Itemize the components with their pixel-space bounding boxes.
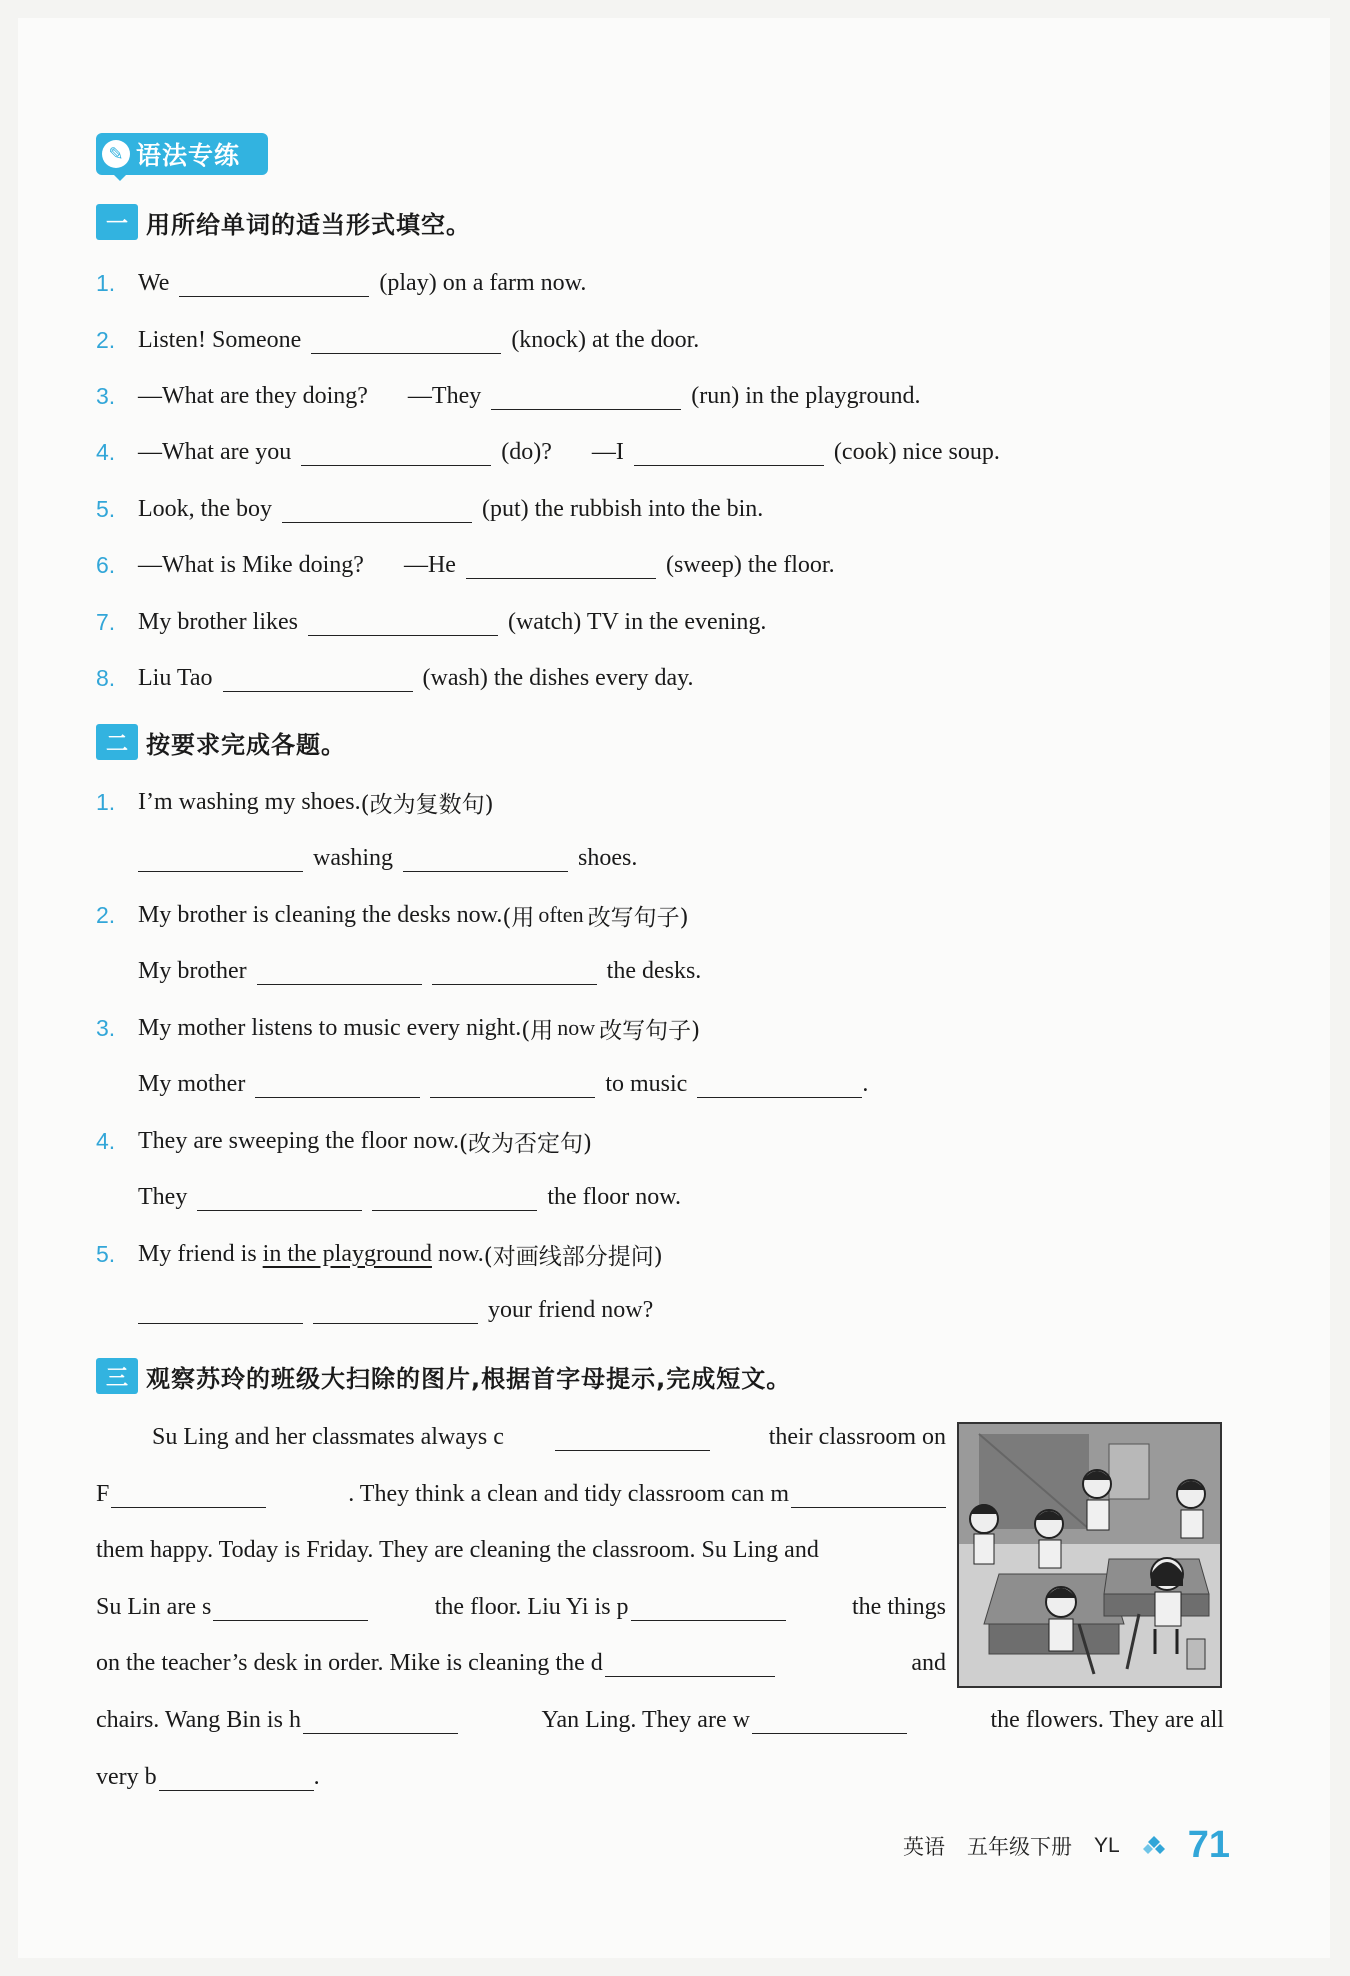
passage-text: Su Ling and her classmates always c [152, 1423, 504, 1450]
answer-blank[interactable] [432, 958, 597, 985]
passage-text: the things [852, 1593, 946, 1620]
answer-blank[interactable] [138, 845, 303, 872]
answer-blank[interactable] [466, 552, 656, 579]
passage-text: Yan Ling. They are w [541, 1706, 750, 1733]
passage-line [96, 1587, 946, 1627]
exercise-item [96, 1008, 700, 1048]
footer-edition: YL [1094, 1833, 1120, 1857]
answer-line [138, 1177, 681, 1217]
answer-blank[interactable] [491, 383, 681, 410]
item-hint: 改写句子) [599, 1017, 701, 1044]
answer-blank[interactable] [159, 1764, 314, 1791]
item-text: (sweep) the floor. [665, 551, 835, 578]
passage-text: the floor. Liu Yi is p [434, 1593, 629, 1620]
answer-blank[interactable] [634, 439, 824, 466]
item-number: 5. [96, 1240, 116, 1267]
item-text: Listen! Someone [138, 326, 302, 353]
section-badge: 三 [96, 1358, 138, 1394]
item-text: (play) on a farm now. [379, 269, 587, 296]
item-number: 4. [96, 1127, 116, 1154]
passage-text: their classroom on [768, 1423, 946, 1450]
answer-text: the desks. [606, 957, 702, 984]
item-text: We [138, 269, 170, 296]
item-number: 3. [96, 1014, 116, 1041]
item-hint: (改为否定句) [459, 1130, 592, 1157]
classroom-scene [959, 1424, 1220, 1686]
passage-line [96, 1530, 946, 1570]
footer-grade: 五年级下册 [967, 1834, 1073, 1859]
answer-text: . [862, 1070, 869, 1097]
item-question: My mother listens to music every night. [138, 1014, 522, 1041]
item-hint: (用 [502, 904, 535, 931]
passage-line [96, 1474, 946, 1514]
passage-text: very b [96, 1763, 157, 1790]
exercise-item [96, 602, 766, 642]
answer-blank[interactable] [223, 665, 413, 692]
passage-text: the flowers. They are all [990, 1706, 1224, 1733]
answer-line [138, 838, 637, 878]
item-hint: (改为复数句) [360, 791, 494, 818]
answer-blank[interactable] [111, 1481, 266, 1508]
item-text: (run) in the playground. [691, 382, 921, 409]
item-question: They are sweeping the floor now. [138, 1127, 459, 1154]
answer-text: to music [605, 1070, 688, 1097]
exercise-item [96, 263, 586, 303]
item-hint: (对画线部分提问) [483, 1243, 663, 1270]
exercise-item [96, 1234, 663, 1274]
footer-subject: 英语 [903, 1834, 946, 1859]
item-hint: 改写句子) [587, 904, 689, 931]
item-question: now. [437, 1240, 484, 1267]
hint-word: now [557, 1015, 596, 1040]
passage-line [96, 1700, 1224, 1740]
answer-blank[interactable] [138, 1297, 303, 1324]
item-text: —He [403, 551, 456, 578]
item-text: (cook) nice soup. [833, 438, 1000, 465]
answer-text: your friend now? [488, 1296, 654, 1323]
exercise-item [96, 782, 494, 822]
item-text: —What are you [138, 438, 292, 465]
section-badge: 二 [96, 724, 138, 760]
exercise-item [96, 320, 699, 360]
answer-blank[interactable] [179, 270, 369, 297]
answer-blank[interactable] [255, 1071, 420, 1098]
item-text: (knock) at the door. [511, 326, 700, 353]
item-text: (wash) the dishes every day. [422, 664, 694, 691]
answer-text: My brother [138, 957, 247, 984]
answer-blank[interactable] [197, 1184, 362, 1211]
item-number: 1. [96, 788, 116, 815]
section-title: 按要求完成各题。 [146, 730, 346, 759]
answer-blank[interactable] [213, 1594, 368, 1621]
passage-text: Su Lin are s [96, 1593, 212, 1620]
item-text: (watch) TV in the evening. [507, 608, 767, 635]
item-question: My brother is cleaning the desks now. [138, 901, 503, 928]
answer-blank[interactable] [555, 1424, 710, 1451]
answer-blank[interactable] [313, 1297, 478, 1324]
passage-text: them happy. Today is Friday. They are cleaning the classroom. Su Ling and [96, 1536, 819, 1563]
answer-blank[interactable] [308, 609, 498, 636]
item-number: 4. [96, 438, 116, 465]
passage-line [96, 1757, 320, 1797]
answer-text: They [138, 1183, 188, 1210]
passage-line [96, 1643, 946, 1683]
item-number: 1. [96, 269, 116, 296]
answer-line [138, 1290, 653, 1330]
answer-blank[interactable] [631, 1594, 786, 1621]
item-number: 3. [96, 382, 116, 409]
exercise-item [96, 1121, 592, 1161]
answer-line [138, 1064, 868, 1104]
answer-blank[interactable] [430, 1071, 595, 1098]
passage-text: . They think a clean and tidy classroom can m [348, 1480, 789, 1507]
answer-blank[interactable] [303, 1707, 458, 1734]
diamond-icon [1142, 1834, 1166, 1858]
item-number: 2. [96, 901, 116, 928]
page-number: 71 [1187, 1824, 1230, 1866]
answer-blank[interactable] [301, 439, 491, 466]
item-question: My friend is [138, 1240, 257, 1267]
answer-blank[interactable] [282, 496, 472, 523]
answer-blank[interactable] [605, 1650, 775, 1677]
section-title: 观察苏玲的班级大扫除的图片,根据首字母提示,完成短文。 [146, 1364, 792, 1393]
passage-text: . [313, 1763, 320, 1790]
section-1-header [96, 202, 471, 242]
exercise-item [96, 658, 694, 698]
banner-tail [112, 173, 128, 181]
answer-blank[interactable] [372, 1184, 537, 1211]
passage-text: F [96, 1480, 110, 1507]
answer-blank[interactable] [752, 1707, 907, 1734]
page-footer [903, 1824, 1230, 1867]
underlined-phrase: in the playground [262, 1240, 432, 1267]
exercise-item [96, 895, 689, 935]
passage-text: chairs. Wang Bin is h [96, 1706, 301, 1733]
item-hint: (用 [521, 1017, 554, 1044]
item-text: My brother likes [138, 608, 298, 635]
answer-text: shoes. [578, 844, 638, 871]
exercise-item [96, 432, 1000, 472]
section-2-header [96, 722, 346, 762]
answer-text: My mother [138, 1070, 246, 1097]
item-text: Look, the boy [138, 495, 272, 522]
section-title: 用所给单词的适当形式填空。 [146, 210, 471, 239]
answer-text: the floor now. [547, 1183, 682, 1210]
exercise-item [96, 376, 921, 416]
answer-line [138, 951, 701, 991]
item-text: —What are they doing? [138, 382, 368, 409]
item-text: —What is Mike doing? [138, 551, 364, 578]
item-text: (put) the rubbish into the bin. [481, 495, 764, 522]
pencil-icon: ✎ [102, 140, 130, 168]
item-number: 8. [96, 664, 116, 691]
hint-word: often [538, 902, 584, 927]
section-badge: 一 [96, 204, 138, 240]
passage-text: and [911, 1649, 946, 1676]
answer-text: washing [313, 844, 393, 871]
item-text: —I [591, 438, 624, 465]
banner-title: 语法专练 [136, 141, 241, 170]
item-number: 7. [96, 608, 116, 635]
classroom-cleaning-illustration [957, 1422, 1222, 1688]
item-number: 2. [96, 326, 116, 353]
item-text: —They [407, 382, 482, 409]
answer-blank[interactable] [311, 327, 501, 354]
answer-blank[interactable] [697, 1071, 862, 1098]
item-question: I’m washing my shoes. [138, 788, 361, 815]
answer-blank[interactable] [791, 1481, 946, 1508]
answer-blank[interactable] [257, 958, 422, 985]
item-text: (do)? [501, 438, 552, 465]
passage-text: on the teacher’s desk in order. Mike is cleaning the d [96, 1649, 603, 1676]
answer-blank[interactable] [403, 845, 568, 872]
item-text: Liu Tao [138, 664, 213, 691]
item-number: 6. [96, 551, 116, 578]
exercise-item [96, 489, 763, 529]
passage-line [96, 1417, 946, 1457]
exercise-item [96, 545, 835, 585]
section-banner [96, 133, 268, 175]
item-number: 5. [96, 495, 116, 522]
section-3-header [96, 1356, 791, 1396]
